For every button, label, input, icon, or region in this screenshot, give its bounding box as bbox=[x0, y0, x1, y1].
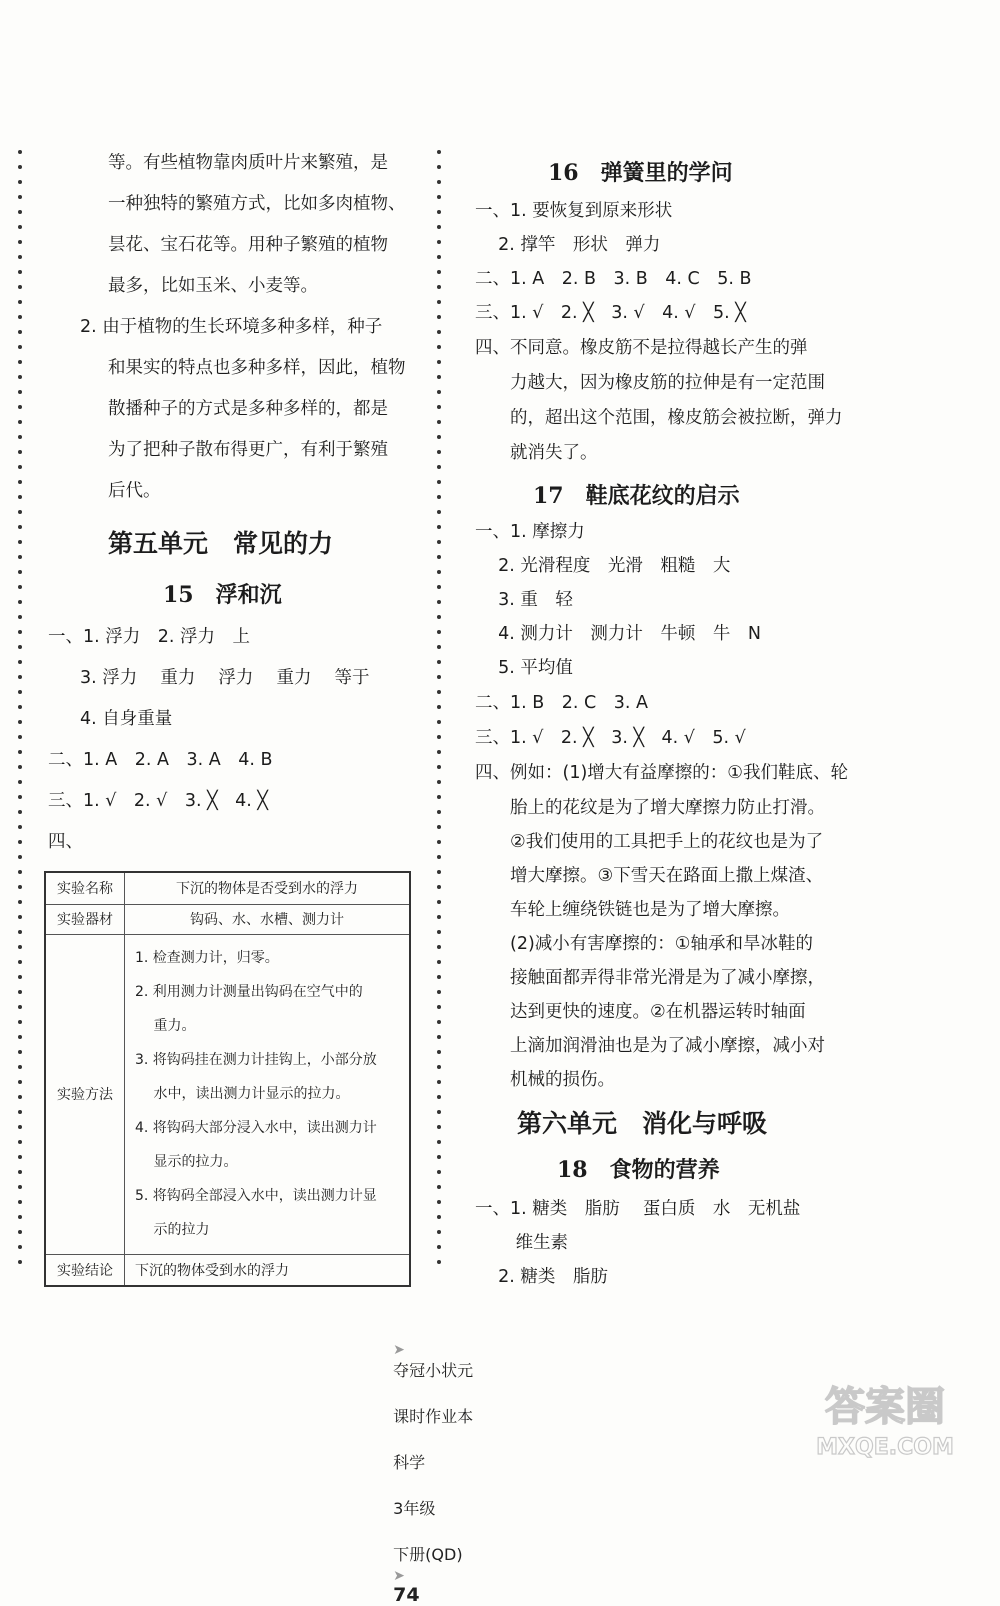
dot bbox=[437, 480, 441, 484]
dot bbox=[18, 645, 22, 649]
dot bbox=[18, 975, 22, 979]
dot bbox=[437, 1155, 441, 1159]
arrow-right-icon: ➤ bbox=[393, 1342, 405, 1358]
dot bbox=[437, 885, 441, 889]
dot bbox=[18, 480, 22, 484]
answer-line: 二、1. A 2. A 3. A 4. B bbox=[48, 750, 273, 770]
dot bbox=[18, 525, 22, 529]
dot bbox=[437, 585, 441, 589]
lesson-18-heading: 18 食物的营养 bbox=[557, 1157, 720, 1183]
dot bbox=[18, 870, 22, 874]
answer-line: 机械的损伤。 bbox=[475, 1070, 615, 1090]
answer-line: 一、1. 摩擦力 bbox=[475, 522, 585, 542]
dot bbox=[437, 1245, 441, 1249]
dot bbox=[437, 840, 441, 844]
dot bbox=[18, 1230, 22, 1234]
para-line: 后代。 bbox=[108, 481, 161, 501]
dot bbox=[18, 390, 22, 394]
para-line: 最多，比如玉米、小麦等。 bbox=[108, 276, 318, 296]
dot bbox=[18, 495, 22, 499]
dot bbox=[437, 1260, 441, 1264]
table-value: 钩码、水、水槽、测力计 bbox=[125, 904, 411, 934]
lesson-17-heading: 17 鞋底花纹的启示 bbox=[533, 483, 740, 509]
dot bbox=[18, 300, 22, 304]
answer-line: 4. 测力计 测力计 牛顿 牛 N bbox=[475, 624, 761, 644]
dot bbox=[18, 585, 22, 589]
para-line: 等。有些植物靠肉质叶片来繁殖，是 bbox=[108, 153, 388, 173]
dot bbox=[437, 690, 441, 694]
dot bbox=[18, 150, 22, 154]
dot bbox=[18, 945, 22, 949]
dot bbox=[18, 435, 22, 439]
dot bbox=[437, 405, 441, 409]
dot bbox=[437, 930, 441, 934]
dot bbox=[18, 1110, 22, 1114]
answer-line: 达到更快的速度。②在机器运转时轴面 bbox=[475, 1002, 806, 1022]
dot bbox=[18, 1185, 22, 1189]
dot bbox=[18, 225, 22, 229]
table-key: 实验结论 bbox=[45, 1254, 125, 1286]
dot bbox=[437, 165, 441, 169]
dot bbox=[437, 345, 441, 349]
answer-line: 增大摩擦。③下雪天在路面上撒上煤渣、 bbox=[475, 866, 824, 886]
dot bbox=[18, 810, 22, 814]
dot bbox=[18, 690, 22, 694]
dot bbox=[18, 990, 22, 994]
answer-line: 维生素 bbox=[475, 1233, 569, 1253]
dot bbox=[437, 270, 441, 274]
dot bbox=[18, 405, 22, 409]
dot bbox=[18, 540, 22, 544]
dot bbox=[437, 435, 441, 439]
dot bbox=[18, 570, 22, 574]
dot bbox=[437, 555, 441, 559]
dot bbox=[437, 390, 441, 394]
answer-line: 二、1. B 2. C 3. A bbox=[475, 693, 648, 713]
para-line: 为了把种子散布得更广，有利于繁殖 bbox=[108, 440, 388, 460]
dot bbox=[437, 825, 441, 829]
footer-brand: 夺冠小状元 bbox=[393, 1361, 474, 1380]
dot bbox=[18, 285, 22, 289]
dot bbox=[18, 1065, 22, 1069]
dot bbox=[437, 285, 441, 289]
dot bbox=[437, 375, 441, 379]
lesson-15-heading: 15 浮和沉 bbox=[163, 582, 282, 608]
unit-5-heading: 第五单元 常见的力 bbox=[108, 529, 334, 558]
experiment-table bbox=[44, 871, 411, 1287]
dot bbox=[18, 420, 22, 424]
dot bbox=[437, 1170, 441, 1174]
dot bbox=[18, 600, 22, 604]
dot bbox=[437, 1230, 441, 1234]
dot bbox=[18, 615, 22, 619]
answer-line: 车轮上缠绕铁链也是为了增大摩擦。 bbox=[475, 900, 790, 920]
page-number: 74 bbox=[393, 1584, 420, 1606]
answer-line: 就消失了。 bbox=[475, 443, 598, 463]
dot bbox=[437, 675, 441, 679]
dot bbox=[437, 495, 441, 499]
lesson-16-heading: 16 弹簧里的学问 bbox=[548, 160, 733, 186]
dot bbox=[18, 450, 22, 454]
dot bbox=[18, 345, 22, 349]
dot bbox=[437, 1050, 441, 1054]
dot bbox=[18, 1200, 22, 1204]
dot bbox=[437, 1065, 441, 1069]
dot bbox=[437, 1095, 441, 1099]
answer-line: 胎上的花纹是为了增大摩擦力防止打滑。 bbox=[475, 798, 825, 818]
dot bbox=[18, 510, 22, 514]
footer-book: 课时作业本 bbox=[393, 1407, 474, 1426]
watermark-top: 答案圈 bbox=[825, 1384, 945, 1430]
dot bbox=[18, 735, 22, 739]
answer-line: 四、例如：(1)增大有益摩擦的：①我们鞋底、轮 bbox=[475, 763, 848, 783]
table-value: 下沉的物体是否受到水的浮力 bbox=[125, 872, 411, 904]
dot bbox=[18, 705, 22, 709]
answer-line: 2. 光滑程度 光滑 粗糙 大 bbox=[475, 556, 731, 576]
answer-line: 四、 bbox=[48, 832, 83, 852]
dot bbox=[18, 675, 22, 679]
dot bbox=[437, 600, 441, 604]
step-line: 示的拉力 bbox=[135, 1222, 210, 1238]
dot bbox=[437, 1080, 441, 1084]
dot bbox=[437, 735, 441, 739]
dot bbox=[18, 915, 22, 919]
step-line: 4. 将钩码大部分浸入水中，读出测力计 bbox=[135, 1120, 377, 1136]
dot bbox=[437, 960, 441, 964]
dot bbox=[437, 240, 441, 244]
dot bbox=[437, 255, 441, 259]
dot bbox=[437, 300, 441, 304]
dot bbox=[437, 1140, 441, 1144]
step-line: 重力。 bbox=[135, 1018, 196, 1034]
dot bbox=[18, 240, 22, 244]
dot bbox=[437, 990, 441, 994]
dot bbox=[437, 660, 441, 664]
dot bbox=[437, 780, 441, 784]
arrow-right-icon: ➤ bbox=[393, 1568, 405, 1584]
step-line: 显示的拉力。 bbox=[135, 1154, 238, 1170]
table-value: 下沉的物体受到水的浮力 bbox=[125, 1254, 411, 1286]
dot bbox=[18, 855, 22, 859]
step-line: 2. 利用测力计测量出钩码在空气中的 bbox=[135, 984, 363, 1000]
dot bbox=[437, 630, 441, 634]
dot bbox=[437, 180, 441, 184]
dot bbox=[437, 1020, 441, 1024]
answer-line: 2. 撑竿 形状 弹力 bbox=[475, 235, 661, 255]
dot bbox=[437, 195, 441, 199]
dot bbox=[437, 360, 441, 364]
dot bbox=[18, 900, 22, 904]
method-steps bbox=[125, 934, 411, 1254]
dot bbox=[437, 150, 441, 154]
dot bbox=[18, 1140, 22, 1144]
answer-line: ②我们使用的工具把手上的花纹也是为了 bbox=[475, 832, 824, 852]
dot bbox=[437, 810, 441, 814]
dot bbox=[18, 255, 22, 259]
dot bbox=[437, 465, 441, 469]
dot bbox=[18, 1050, 22, 1054]
dot bbox=[437, 975, 441, 979]
step-line: 水中，读出测力计显示的拉力。 bbox=[135, 1086, 350, 1102]
dot bbox=[18, 930, 22, 934]
answer-line: 三、1. √ 2. ╳ 3. ╳ 4. √ 5. √ bbox=[475, 728, 746, 748]
table-key: 实验名称 bbox=[45, 872, 125, 904]
dot bbox=[437, 765, 441, 769]
dot bbox=[437, 855, 441, 859]
dot bbox=[437, 795, 441, 799]
dot bbox=[437, 615, 441, 619]
para-line: 昙花、宝石花等。用种子繁殖的植物 bbox=[108, 235, 388, 255]
dot bbox=[18, 765, 22, 769]
dot bbox=[18, 195, 22, 199]
dot bbox=[18, 330, 22, 334]
dot bbox=[18, 840, 22, 844]
dot bbox=[18, 885, 22, 889]
dot bbox=[18, 750, 22, 754]
answer-line: 力越大，因为橡皮筋的拉伸是有一定范围 bbox=[475, 373, 825, 393]
dot bbox=[18, 1170, 22, 1174]
para-line: 一种独特的繁殖方式，比如多肉植物、 bbox=[108, 194, 406, 214]
answer-line: 3. 浮力 重力 浮力 重力 等于 bbox=[80, 668, 370, 688]
dot bbox=[18, 795, 22, 799]
answer-line: 一、1. 糖类 脂肪 蛋白质 水 无机盐 bbox=[475, 1199, 801, 1219]
dot bbox=[18, 1020, 22, 1024]
dot bbox=[437, 900, 441, 904]
dot bbox=[18, 555, 22, 559]
dot bbox=[18, 180, 22, 184]
dot bbox=[437, 210, 441, 214]
dot bbox=[18, 465, 22, 469]
dot bbox=[437, 1185, 441, 1189]
dot bbox=[18, 780, 22, 784]
answer-line: 接触面都弄得非常光滑是为了减小摩擦， bbox=[475, 968, 825, 988]
dot bbox=[18, 375, 22, 379]
dot bbox=[437, 870, 441, 874]
unit-6-heading: 第六单元 消化与呼吸 bbox=[517, 1109, 768, 1138]
dot bbox=[18, 1245, 22, 1249]
dot bbox=[437, 945, 441, 949]
answer-line: 一、1. 要恢复到原来形状 bbox=[475, 201, 673, 221]
dot bbox=[18, 360, 22, 364]
dot bbox=[18, 1155, 22, 1159]
dot bbox=[18, 960, 22, 964]
answer-line: 2. 糖类 脂肪 bbox=[475, 1267, 608, 1287]
dot bbox=[437, 645, 441, 649]
dot bbox=[18, 1215, 22, 1219]
watermark-logo bbox=[800, 1378, 970, 1460]
dot bbox=[18, 1080, 22, 1084]
para-line: 散播种子的方式是多种多样的，都是 bbox=[108, 399, 388, 419]
dot bbox=[437, 330, 441, 334]
dot bbox=[437, 420, 441, 424]
dot bbox=[437, 1215, 441, 1219]
dot bbox=[18, 210, 22, 214]
dot bbox=[437, 750, 441, 754]
answer-line: 3. 重 轻 bbox=[475, 590, 573, 610]
page-footer bbox=[383, 1320, 473, 1606]
dot bbox=[437, 450, 441, 454]
middle-dotted-rule bbox=[437, 150, 441, 1275]
answer-line: 4. 自身重量 bbox=[80, 709, 173, 729]
answer-line: 的，超出这个范围，橡皮筋会被拉断，弹力 bbox=[475, 408, 843, 428]
para-line: 和果实的特点也多种多样，因此，植物 bbox=[108, 358, 406, 378]
dot bbox=[437, 915, 441, 919]
dot bbox=[18, 660, 22, 664]
dot bbox=[18, 315, 22, 319]
table-key: 实验器材 bbox=[45, 904, 125, 934]
answer-line: 上滴加润滑油也是为了减小摩擦，减小对 bbox=[475, 1036, 825, 1056]
watermark-bottom: MXQE.COM bbox=[816, 1435, 954, 1460]
answer-line: 三、1. √ 2. √ 3. ╳ 4. ╳ bbox=[48, 791, 268, 811]
dot bbox=[437, 525, 441, 529]
dot bbox=[437, 1035, 441, 1039]
dot bbox=[437, 315, 441, 319]
left-dotted-rule bbox=[18, 150, 22, 1275]
dot bbox=[18, 825, 22, 829]
answer-line: 四、不同意。橡皮筋不是拉得越长产生的弹 bbox=[475, 338, 808, 358]
dot bbox=[437, 1110, 441, 1114]
dot bbox=[437, 720, 441, 724]
dot bbox=[18, 270, 22, 274]
dot bbox=[18, 1005, 22, 1009]
dot bbox=[18, 1260, 22, 1264]
answer-line: 一、1. 浮力 2. 浮力 上 bbox=[48, 627, 251, 647]
dot bbox=[437, 570, 441, 574]
dot bbox=[437, 510, 441, 514]
dot bbox=[437, 225, 441, 229]
step-line: 3. 将钩码挂在测力计挂钩上，小部分放 bbox=[135, 1052, 377, 1068]
step-line: 5. 将钩码全部浸入水中，读出测力计显 bbox=[135, 1188, 377, 1204]
footer-grade: 3年级 bbox=[393, 1499, 436, 1518]
dot bbox=[18, 720, 22, 724]
footer-subject: 科学 bbox=[393, 1453, 426, 1472]
answer-line: 二、1. A 2. B 3. B 4. C 5. B bbox=[475, 269, 752, 289]
table-key: 实验方法 bbox=[45, 934, 125, 1254]
dot bbox=[437, 1125, 441, 1129]
dot bbox=[18, 1095, 22, 1099]
dot bbox=[18, 165, 22, 169]
dot bbox=[437, 540, 441, 544]
dot bbox=[437, 1005, 441, 1009]
para-line: 2. 由于植物的生长环境多种多样，种子 bbox=[80, 317, 383, 337]
dot bbox=[18, 1035, 22, 1039]
step-line: 1. 检查测力计，归零。 bbox=[135, 950, 279, 966]
answer-line: 三、1. √ 2. ╳ 3. √ 4. √ 5. ╳ bbox=[475, 303, 746, 323]
dot bbox=[437, 1200, 441, 1204]
answer-line: (2)减小有害摩擦的：①轴承和旱冰鞋的 bbox=[475, 934, 813, 954]
footer-volume: 下册(QD) bbox=[393, 1545, 463, 1564]
dot bbox=[18, 630, 22, 634]
dot bbox=[18, 1125, 22, 1129]
dot bbox=[437, 705, 441, 709]
answer-line: 5. 平均值 bbox=[475, 658, 573, 678]
